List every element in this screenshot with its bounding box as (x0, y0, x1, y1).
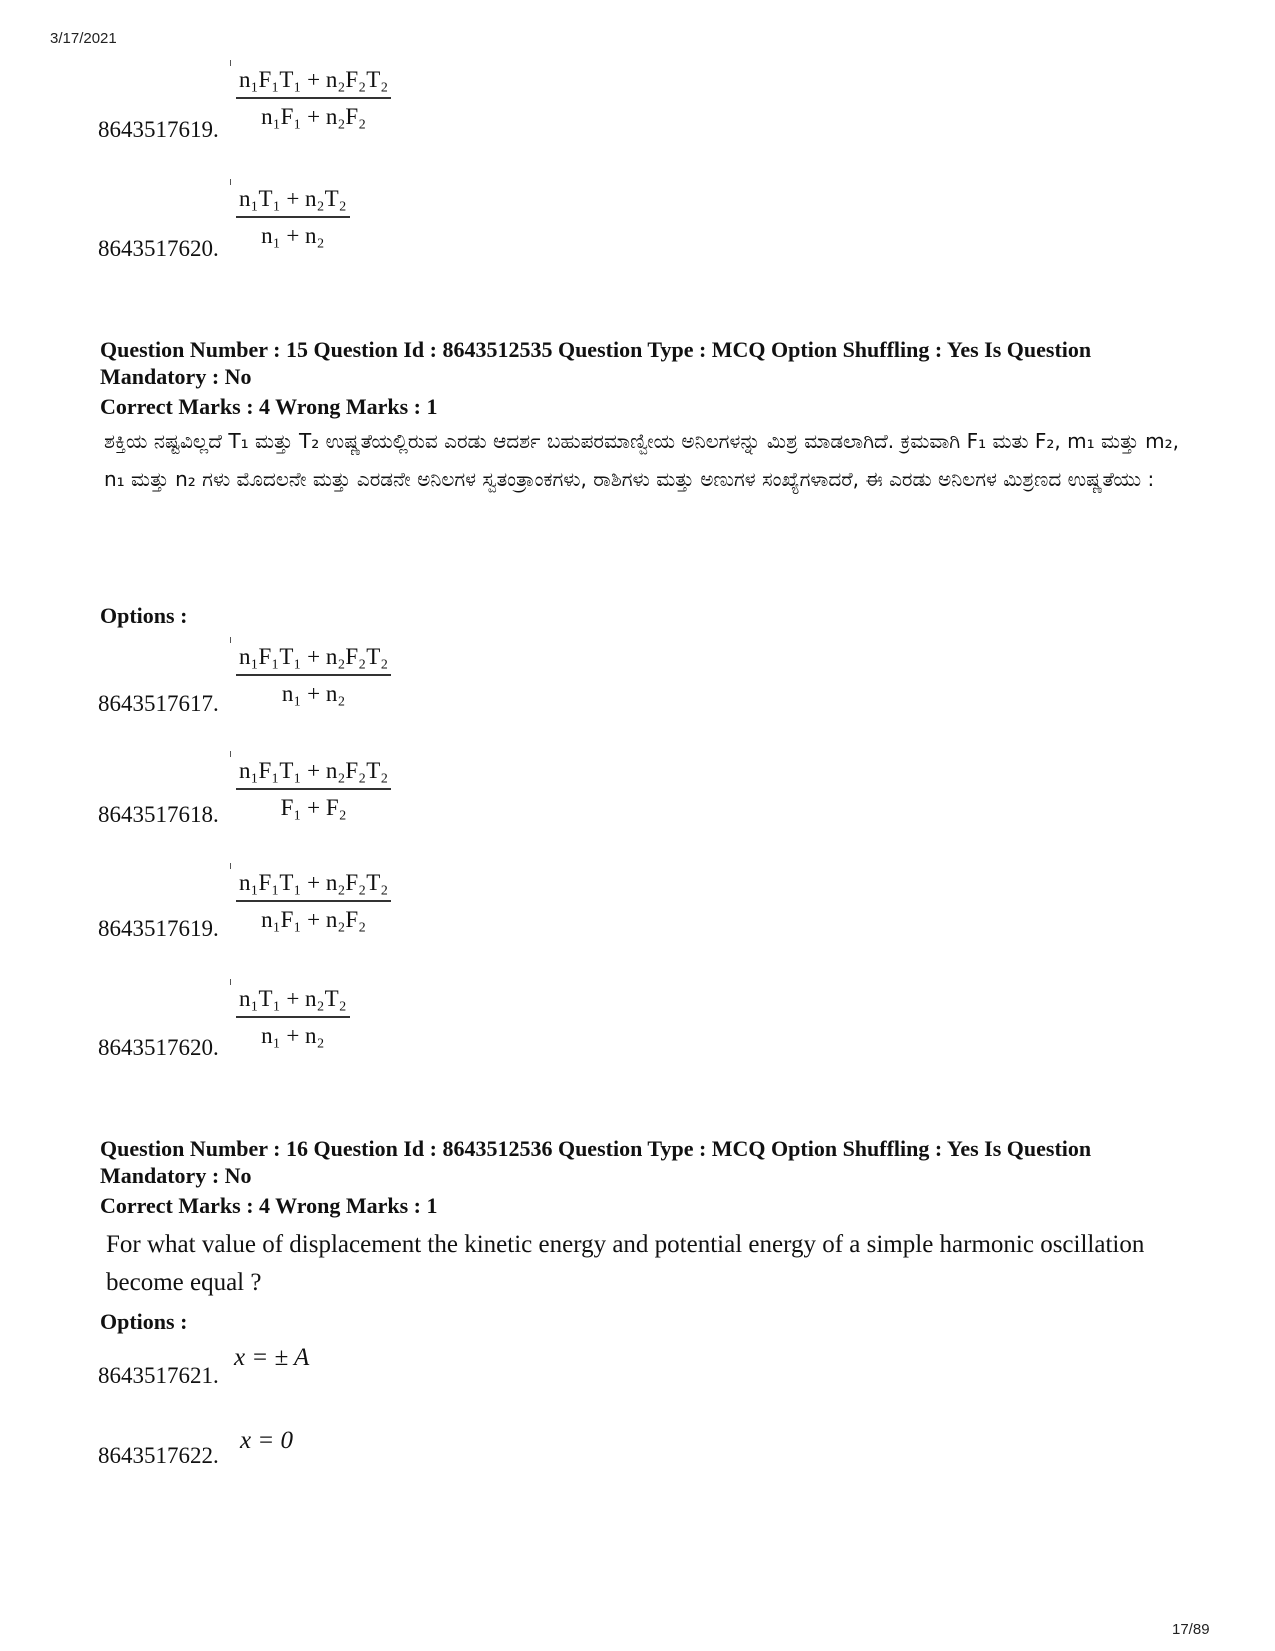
option-id: 8643517621. (98, 1363, 219, 1388)
fraction-formula (236, 757, 391, 822)
options-label: Options : (100, 603, 188, 628)
option-id: 8643517622. (98, 1443, 219, 1468)
numerator: n₁T₁ + n₂T₂ (236, 985, 350, 1018)
fraction-formula (236, 66, 391, 131)
denominator: n₁ + n₂ (261, 223, 325, 248)
numerator: n₁T₁ + n₂T₂ (236, 185, 350, 218)
page-number: 17/89 (1172, 1621, 1210, 1638)
option-id: 8643517619. (98, 916, 219, 941)
option-id: 8643517620. (98, 236, 219, 261)
print-date: 3/17/2021 (50, 30, 117, 47)
denominator: n₁F₁ + n₂F₂ (261, 104, 367, 129)
options-label: Options : (100, 1309, 188, 1334)
option-id: 8643517617. (98, 691, 219, 716)
option-id: 8643517620. (98, 1035, 219, 1060)
question-text: For what value of displacement the kinetic energy and potential energy of a simple harmonic oscillation become equal ? (106, 1231, 1145, 1296)
denominator: n₁ + n₂ (281, 681, 346, 706)
question-header: Question Number : 16 Question Id : 8643512536 Question Type : MCQ Option Shuffling : Yes Is Question Mandatory : No (100, 1136, 1092, 1188)
question-marks: Correct Marks : 4 Wrong Marks : 1 (100, 1193, 438, 1218)
denominator: n₁ + n₂ (261, 1023, 325, 1048)
option-id: 8643517619. (98, 117, 219, 142)
fraction-formula (236, 185, 350, 250)
fraction-formula (236, 985, 350, 1050)
question-header: Question Number : 15 Question Id : 8643512535 Question Type : MCQ Option Shuffling : Yes Is Question Mandatory : No (100, 337, 1092, 389)
denominator: n₁F₁ + n₂F₂ (261, 907, 367, 932)
option-id: 8643517618. (98, 802, 219, 827)
numerator: n₁F₁T₁ + n₂F₂T₂ (236, 66, 391, 99)
option-formula: x = ± A (234, 1344, 310, 1371)
fraction-formula (236, 643, 391, 708)
question-marks: Correct Marks : 4 Wrong Marks : 1 (100, 394, 438, 419)
option-formula: x = 0 (240, 1427, 293, 1454)
numerator: n₁F₁T₁ + n₂F₂T₂ (236, 643, 391, 676)
numerator: n₁F₁T₁ + n₂F₂T₂ (236, 869, 391, 902)
denominator: F₁ + F₂ (280, 795, 347, 820)
fraction-formula (236, 869, 391, 934)
question-text: ಶಕ್ತಿಯ ನಷ್ಟವಿಲ್ಲದೆ T₁ ಮತ್ತು T₂ ಉಷ್ಣತೆಯಲ್ಲಿರುವ ಎರಡು ಆದರ್ಶ ಬಹುಪರಮಾಣ್ವೀಯ ಅನಿಲಗಳನ್ನು ಮಿಶ್ರ ಮಾಡಲಾಗಿದೆ. ಕ್ರಮವಾಗಿ F₁ ಮತು F₂, m₁ ಮತ್ತು m₂, n₁ ಮತ್ತು n₂ ಗಳು ಮೊದಲನೇ ಮತ್ತು ಎರಡನೇ ಅನಿಲಗಳ ಸ್ವತಂತ್ರಾಂಕಗಳು, ರಾಶಿಗಳು ಮತ್ತು ಅಣುಗಳ ಸಂಖ್ಯೆಗಳಾದರೆ, ಈ ಎರಡು ಅನಿಲಗಳ ಮಿಶ್ರಣದ ಉಷ್ಣತೆಯು : (104, 429, 1179, 491)
numerator: n₁F₁T₁ + n₂F₂T₂ (236, 757, 391, 790)
